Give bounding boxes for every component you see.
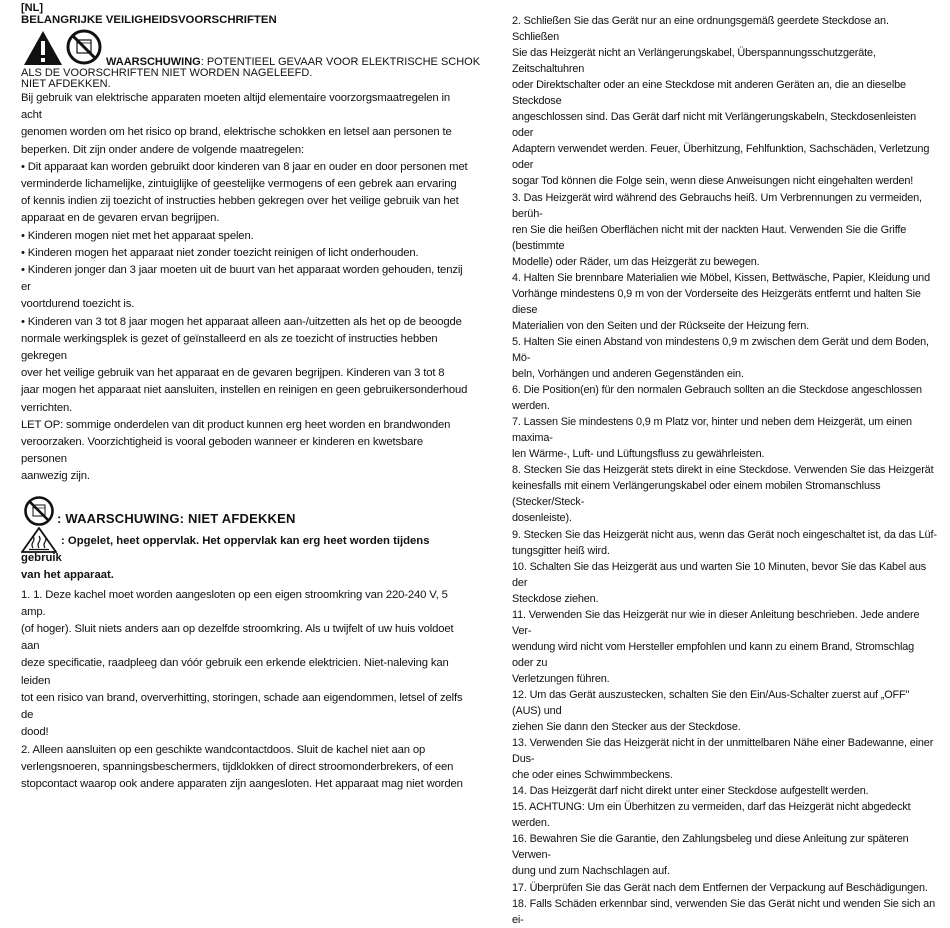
- text-line: 2. Schließen Sie das Gerät nur an eine ordnungsgemäß geerdete Steckdose an. Schließen: [512, 15, 889, 44]
- text-line: veroorzaken. Voorzichtigheid is vooral geboden wanneer er kinderen en kwetsbare personen: [21, 436, 423, 466]
- numbered-instructions-nl: [21, 587, 468, 793]
- text-line: sogar Tod können die Folge sein, wenn diese Anweisungen nicht eingehalten werden!: [512, 175, 914, 188]
- text-line: beperken. Dit zijn onder andere de volgende maatregelen:: [21, 143, 305, 156]
- text-line: 14. Das Heizgerät darf nicht direkt unter einer Steckdose aufgestellt werden.: [512, 785, 869, 798]
- shock-warning-text: [106, 56, 480, 68]
- text-line: • Dit apparaat kan worden gebruikt door kinderen van 8 jaar en ouder en door personen met: [21, 160, 468, 173]
- text-line: verrichten.: [21, 401, 73, 414]
- do-not-cover-icon: [65, 28, 103, 66]
- hot-surface-warning-line2: van het apparaat.: [21, 568, 114, 581]
- text-line: of kennis indien zij toezicht of instructies hebben gekregen over het veilige gebruik van het: [21, 195, 459, 208]
- general-precautions: [21, 90, 468, 486]
- text-line: 15. ACHTUNG: Um ein Überhitzen zu vermeiden, darf das Heizgerät nicht abgedeckt werden.: [512, 801, 911, 830]
- text-line: 16. Bewahren Sie die Garantie, den Zahlungsbeleg und diese Anleitung zur späteren Verwen-: [512, 833, 909, 862]
- text-line: che oder eines Schwimmbeckens.: [512, 769, 673, 782]
- text-line: apparaat en de gevaren ervan begrijpen.: [21, 212, 220, 225]
- text-line: deze specificatie, raadpleeg dan vóór gebruik een erkende elektricien. Niet-naleving kan leiden: [21, 657, 449, 687]
- text-line: tungsgitter heiß wird.: [512, 544, 610, 557]
- dutch-column: [21, 0, 481, 793]
- text-line: dosenleiste).: [512, 512, 572, 525]
- text-line: • Kinderen van 3 tot 8 jaar mogen het apparaat alleen aan-/uitzetten als het op de beoogde: [21, 315, 462, 328]
- text-line: Materialien von den Seiten und der Rückseite der Heizung fern.: [512, 319, 810, 332]
- text-line: aanwezig zijn.: [21, 470, 90, 483]
- text-line: verminderde lichamelijke, zintuiglijke of geestelijke vermogens of een gebrek aan ervaring: [21, 178, 457, 191]
- text-line: • Kinderen jonger dan 3 jaar moeten uit de buurt van het apparaat worden gehouden, tenzij er: [21, 264, 463, 294]
- text-line: genomen worden om het risico op brand, elektrische schokken en letsel aan personen te: [21, 126, 452, 139]
- shock-warning-row: [21, 30, 481, 72]
- text-line: over het veilige gebruik van het apparaat en de gevaren begrijpen. Kinderen van 3 tot 8: [21, 367, 445, 380]
- text-line: keinesfalls mit einem Verlängerungskabel oder einem mobilen Stromanschluss (Stecker/Steck-: [512, 480, 881, 509]
- text-line: 13. Verwenden Sie das Heizgerät nicht in der unmittelbaren Nähe einer Badewanne, einer Dus-: [512, 737, 934, 766]
- text-line: Verletzungen führen.: [512, 672, 610, 685]
- do-not-cover-icon: [23, 495, 55, 527]
- warning-continuation-2: NIET AFDEKKEN.: [21, 78, 111, 90]
- section-heading: BELANGRIJKE VEILIGHEIDSVOORSCHRIFTEN: [21, 14, 277, 26]
- warning-label: WAARSCHUWING: [106, 56, 201, 68]
- text-line: ren Sie die heißen Oberflächen nicht mit der nackten Haut. Verwenden Sie die Griffe (bestimmte: [512, 223, 907, 252]
- text-line: oder Direktschalter oder an eine Steckdose mit anderen Geräten an, die an dieselbe Steckdose: [512, 79, 906, 108]
- text-line: 9. Stecken Sie das Heizgerät nicht aus, wenn das Gerät noch eingeschaltet ist, da das Lüf-: [512, 528, 937, 541]
- text-line: 17. Überprüfen Sie das Gerät nach dem Entfernen der Verpackung auf Beschädigungen.: [512, 881, 928, 894]
- text-line: 8. Stecken Sie das Heizgerät stets direkt in eine Steckdose. Verwenden Sie das Heizgerät: [512, 464, 934, 477]
- text-line: • Kinderen mogen het apparaat niet zonder toezicht reinigen of licht onderhouden.: [21, 246, 419, 259]
- text-line: tot een risico van brand, oververhitting, storingen, schade aan eigendommen, letsel of zelfs de: [21, 691, 463, 722]
- text-line: dung und zum Nachschlagen auf.: [512, 865, 670, 878]
- text-line: 10. Schalten Sie das Heizgerät aus und warten Sie 10 Minuten, bevor Sie das Kabel aus der: [512, 560, 927, 589]
- hot-surface-text: : Opgelet, heet oppervlak. Het oppervlak kan erg heet worden tijdens gebruik: [21, 534, 430, 564]
- text-line: jaar mogen het apparaat niet aansluiten, instellen en reinigen en geen gebruikersonderhoud: [21, 384, 468, 397]
- text-line: angeschlossen sind. Das Gerät darf nicht mit Verlängerungskabeln, Steckdosenleisten oder: [512, 111, 917, 140]
- text-line: 5. Halten Sie einen Abstand von mindestens 0,9 m zwischen dem Gerät und dem Boden, Mö-: [512, 335, 929, 364]
- text-line: • Kinderen mogen niet met het apparaat spelen.: [21, 229, 254, 242]
- text-line: voortdurend toezicht is.: [21, 298, 135, 311]
- text-line: Steckdose ziehen.: [512, 592, 599, 605]
- text-line: 3. Das Heizgerät wird während des Gebrauchs heiß. Um Verbrennungen zu vermeiden, berüh-: [512, 191, 922, 220]
- text-line: Adaptern verwendet werden. Feuer, Überhitzung, Fehlfunktion, Sachschäden, Verletzung oder: [512, 143, 930, 172]
- text-line: 6. Die Position(en) für den normalen Gebrauch sollten an die Steckdose angeschlossen werden.: [512, 384, 922, 413]
- language-tag: [NL]: [21, 2, 43, 14]
- hot-surface-icon: [21, 527, 57, 553]
- text-line: ziehen Sie dann den Stecker aus der Steckdose.: [512, 721, 741, 734]
- text-line: LET OP: sommige onderdelen van dit product kunnen erg heet worden en brandwonden: [21, 418, 451, 431]
- not-cover-warning: : WAARSCHUWING: NIET AFDEKKEN: [57, 510, 296, 526]
- text-line: (of hoger). Sluit niets anders aan op dezelfde stroomkring. Als u twijfelt of uw huis voldoet aan: [21, 623, 454, 653]
- not-cover-row: [21, 489, 468, 529]
- text-line: 4. Halten Sie brennbare Materialien wie Möbel, Kissen, Bettwäsche, Papier, Kleidung und: [512, 271, 930, 284]
- text-line: Modelle) oder Räder, um das Heizgerät zu bewegen.: [512, 255, 760, 268]
- hot-surface-warning-line1: [21, 533, 468, 567]
- german-column: [512, 13, 937, 928]
- warning-continuation-1: ALS DE VOORSCHRIFTEN NIET WORDEN NAGELEEFD.: [21, 67, 313, 79]
- text-line: beln, Vorhängen und anderen Gegenständen ein.: [512, 368, 744, 381]
- warning-desc: : POTENTIEEL GEVAAR VOOR ELEKTRISCHE SCHOK: [200, 56, 481, 68]
- text-line: 18. Falls Schäden erkennbar sind, verwenden Sie das Gerät nicht und wenden Sie sich an ei-: [512, 897, 935, 926]
- electric-shock-warning-icon: [23, 30, 63, 66]
- text-line: dood!: [21, 726, 49, 739]
- text-line: normale werkingsplek is gezet of geïnstalleerd en als ze toezicht of instructies hebben gekregen: [21, 332, 438, 363]
- text-line: 2. Alleen aansluiten op een geschikte wandcontactdoos. Sluit de kachel niet aan op: [21, 743, 426, 756]
- text-line: 1. 1. Deze kachel moet worden aangesloten op een eigen stroomkring van 220-240 V, 5 amp.: [21, 588, 448, 618]
- numbered-instructions-de: [512, 13, 937, 928]
- text-line: 12. Um das Gerät auszustecken, schalten Sie den Ein/Aus-Schalter zuerst auf „OFF" (AUS) und: [512, 688, 910, 718]
- text-line: wendung wird nicht vom Hersteller empfohlen und kann zu einem Brand, Stromschlag oder zu: [512, 640, 915, 669]
- text-line: verlengsnoeren, spanningsbeschermers, tijdklokken of direct stroomonderbrekers, of een: [21, 760, 454, 773]
- text-line: Sie das Heizgerät nicht an Verlängerungskabel, Überspannungsschutzgeräte, Zeitschaltuhren: [512, 47, 876, 76]
- text-line: 7. Lassen Sie mindestens 0,9 m Platz vor, hinter und neben dem Heizgerät, um einen maxima-: [512, 416, 912, 445]
- hot-surface-row: [21, 533, 468, 584]
- text-line: Bij gebruik van elektrische apparaten moeten altijd elementaire voorzorgsmaatregelen in acht: [21, 92, 451, 122]
- text-line: stopcontact waarop ook andere apparaten zijn aangesloten. Het apparaat mag niet worden: [21, 777, 463, 790]
- text-line: len Wärme-, Luft- und Lüftungsfluss zu gewährleisten.: [512, 448, 765, 461]
- text-line: 11. Verwenden Sie das Heizgerät nur wie in dieser Anleitung beschrieben. Jede andere Ver-: [512, 608, 920, 637]
- text-line: Vorhänge mindestens 0,9 m von der Vorderseite des Heizgeräts entfernt und halten Sie diese: [512, 287, 921, 316]
